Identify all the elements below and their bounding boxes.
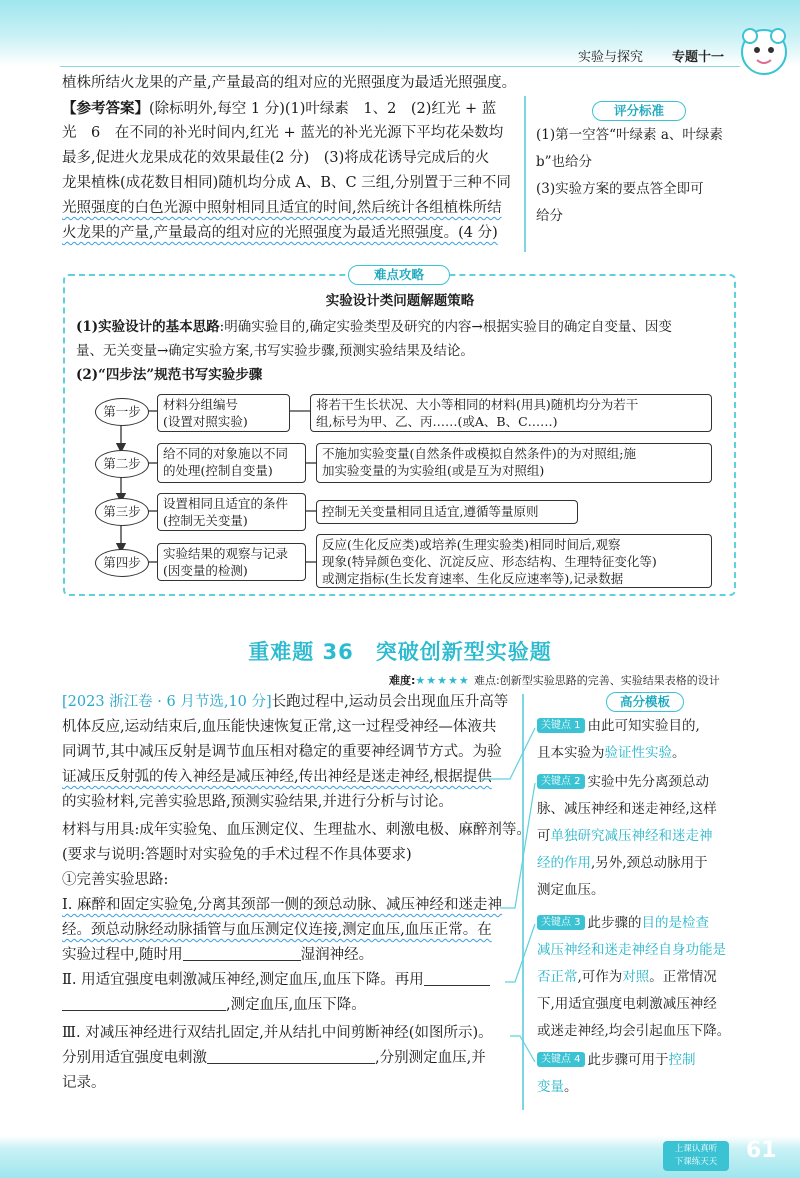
step-3-detail: 控制无关变量相同且适宜,遵循等量原则	[316, 500, 578, 524]
key3-line-3: 否正常,可作为对照。正常情况	[537, 969, 717, 985]
step-4-label: 第四步	[95, 549, 149, 577]
question-line-6: 材料与用具:成年实验兔、血压测定仪、生理盐水、刺激电极、麻醉剂等。	[62, 822, 531, 838]
question-line-12: Ⅱ. 用适宜强度电刺激减压神经,测定血压,血压下降。再用	[62, 969, 490, 993]
key3-line-2: 减压神经和迷走神经自身功能是	[537, 942, 726, 958]
key3-tag: 关键点 3	[537, 915, 585, 930]
step-3-label: 第三步	[95, 498, 149, 526]
key2-line-2: 脉、减压神经和迷走神经,这样	[537, 801, 717, 817]
question-line-4: 证减压反射弧的传入神经是减压神经,传出神经是迷走神经,根据提供	[62, 769, 492, 785]
strategy-p2: (2)“四步法”规范书写实验步骤	[76, 367, 263, 383]
question-line-13: ,测定血压,血压下降。	[62, 994, 366, 1018]
step-4-detail: 反应(生化反应类)或培养(生理实验类)相同时间后,观察 现象(特异颜色变化、沉淀反应、形态结构、生理特征变化等) 或测定指标(生长发育速率、生化反应速率等),记录数据	[316, 534, 712, 588]
question-line-3: 同调节,其中减压反射是调节血压相对稳定的重要神经调节方式。为验	[62, 744, 502, 760]
step-1-detail: 将若干生长状况、大小等相同的材料(用具)随机均分为若干 组,标号为甲、乙、丙……(或A、B、C……)	[310, 394, 712, 432]
question-line-16: 记录。	[62, 1075, 106, 1091]
header-topic: 专题十一	[672, 50, 725, 65]
question-line-5: 的实验材料,完善实验思路,预测实验结果,并进行分析与讨论。	[62, 794, 453, 810]
question-line-15: 分别用适宜强度电刺激 ,分别测定血压,并	[62, 1050, 486, 1066]
step-1-box: 材料分组编号 (设置对照实验)	[157, 394, 290, 432]
header-section: 实验与探究	[578, 50, 644, 65]
answer-line-2: 光 6 在不同的补光时间内,红光 + 蓝光的补光光源下平均花朵数均	[62, 125, 504, 141]
question-line-11: 实验过程中,随时用 湿润神经。	[62, 947, 374, 963]
question-line-1: [2023 浙江卷 · 6 月节选,10 分]长跑过程中,运动员会出现血压升高等	[62, 694, 509, 710]
difficulty: 难度:★★★★★	[389, 674, 470, 687]
question-line-8: ①完善实验思路:	[62, 872, 169, 888]
section-title: 重难题 36 突破创新型实验题	[248, 640, 552, 664]
question-line-7: (要求与说明:答题时对实验兔的手术过程不作具体要求)	[62, 847, 412, 863]
step-3-box: 设置相同且适宜的条件 (控制无关变量)	[157, 493, 306, 531]
key2-line-1: 关键点 2 实验中先分离颈总动	[537, 769, 709, 796]
step-2-label: 第二步	[95, 450, 149, 478]
strategy-heading: 实验设计类问题解题策略	[325, 293, 475, 309]
key2-line-4: 经的作用,另外,颈总动脉用于	[537, 855, 708, 871]
answer-line-0: 植株所结火龙果的产量,产量最高的组对应的光照强度为最适光照强度。	[62, 75, 517, 91]
key2-line-5: 测定血压。	[537, 882, 605, 898]
scoring-line-2: b”也给分	[536, 154, 593, 170]
strategy-title: 难点攻略	[348, 265, 450, 285]
question-line-14: Ⅲ. 对减压神经进行双结扎固定,并从结扎中间剪断神经(如图所示)。	[62, 1025, 493, 1041]
template-title: 高分模板	[606, 692, 684, 712]
step-1-label: 第一步	[95, 398, 149, 426]
difficulty-stars: ★★★★★	[415, 674, 470, 687]
answer-line-1: 【参考答案】(除标明外,每空 1 分)(1)叶绿素 1、2 (2)红光 + 蓝	[62, 100, 497, 117]
answer-line-3: 最多,促进火龙果成花的效果最佳(2 分) (3)将成花诱导完成后的火	[62, 150, 490, 166]
key1-line-1: 关键点 1 由此可知实验目的,	[537, 713, 700, 740]
difficulty-points: 难点:创新型实验思路的完善、实验结果表格的设计	[474, 674, 720, 687]
question-source: [2023 浙江卷 · 6 月节选,10 分]	[62, 694, 272, 710]
scoring-line-1: (1)第一空答“叶绿素 a、叶绿素	[536, 127, 723, 143]
scoring-line-3: (3)实验方案的要点答全即可	[536, 181, 704, 197]
page-number: 61	[746, 1138, 777, 1163]
scoring-title: 评分标准	[592, 101, 686, 121]
key4-tag: 关键点 4	[537, 1052, 585, 1067]
scoring-line-4: 给分	[536, 208, 563, 224]
key2-line-3: 可单独研究减压神经和迷走神	[537, 828, 713, 844]
answer-line-6: 火龙果的产量,产量最高的组对应的光照强度为最适光照强度。(4 分)	[62, 225, 498, 241]
step-2-detail: 不施加实验变量(自然条件或模拟自然条件)的为对照组;施 加实验变量的为实验组(或是互为对照组)	[316, 443, 712, 483]
step-4-box: 实验结果的观察与记录 (因变量的检测)	[157, 543, 306, 581]
strategy-p1-cont: 量、无关变量→确定实验方案,书写实验步骤,预测实验结果及结论。	[76, 343, 474, 359]
question-line-9: Ⅰ. 麻醉和固定实验兔,分离其颈部一侧的颈总动脉、减压神经和迷走神	[62, 897, 503, 913]
key3-line-5: 或迷走神经,均会引起血压下降。	[537, 1023, 731, 1039]
question-line-2: 机体反应,运动结束后,血压能快速恢复正常,这一过程受神经—体液共	[62, 719, 497, 735]
strategy-p1: (1)实验设计的基本思路:明确实验目的,确定实验类型及研究的内容→根据实验目的确定自变量、因变	[76, 319, 672, 335]
key2-tag: 关键点 2	[537, 774, 585, 789]
answer-label: 【参考答案】	[62, 100, 149, 117]
answer-line-4: 龙果植株(成花数目相同)随机均分成 A、B、C 三组,分别置于三种不同	[62, 175, 511, 191]
key3-line-1: 关键点 3 此步骤的目的是检查	[537, 910, 709, 937]
answer-line-5: 光照强度的白色光源中照射相同且适宜的时间,然后统计各组植株所结	[62, 200, 502, 216]
question-line-10: 经。颈总动脉经动脉插管与血压测定仪连接,测定血压,血压正常。在	[62, 922, 492, 938]
key1-tag: 关键点 1	[537, 718, 585, 733]
key3-line-4: 下,用适宜强度电刺激减压神经	[537, 996, 717, 1012]
footer-slogan: 上课认真听 下课练天天	[663, 1141, 729, 1171]
step-2-box: 给不同的对象施以不同 的处理(控制自变量)	[157, 443, 306, 483]
key4-line-1: 关键点 4 此步骤可用于控制	[537, 1047, 696, 1074]
key1-line-2: 且本实验为验证性实验。	[537, 745, 686, 761]
key4-line-2: 变量。	[537, 1079, 578, 1095]
